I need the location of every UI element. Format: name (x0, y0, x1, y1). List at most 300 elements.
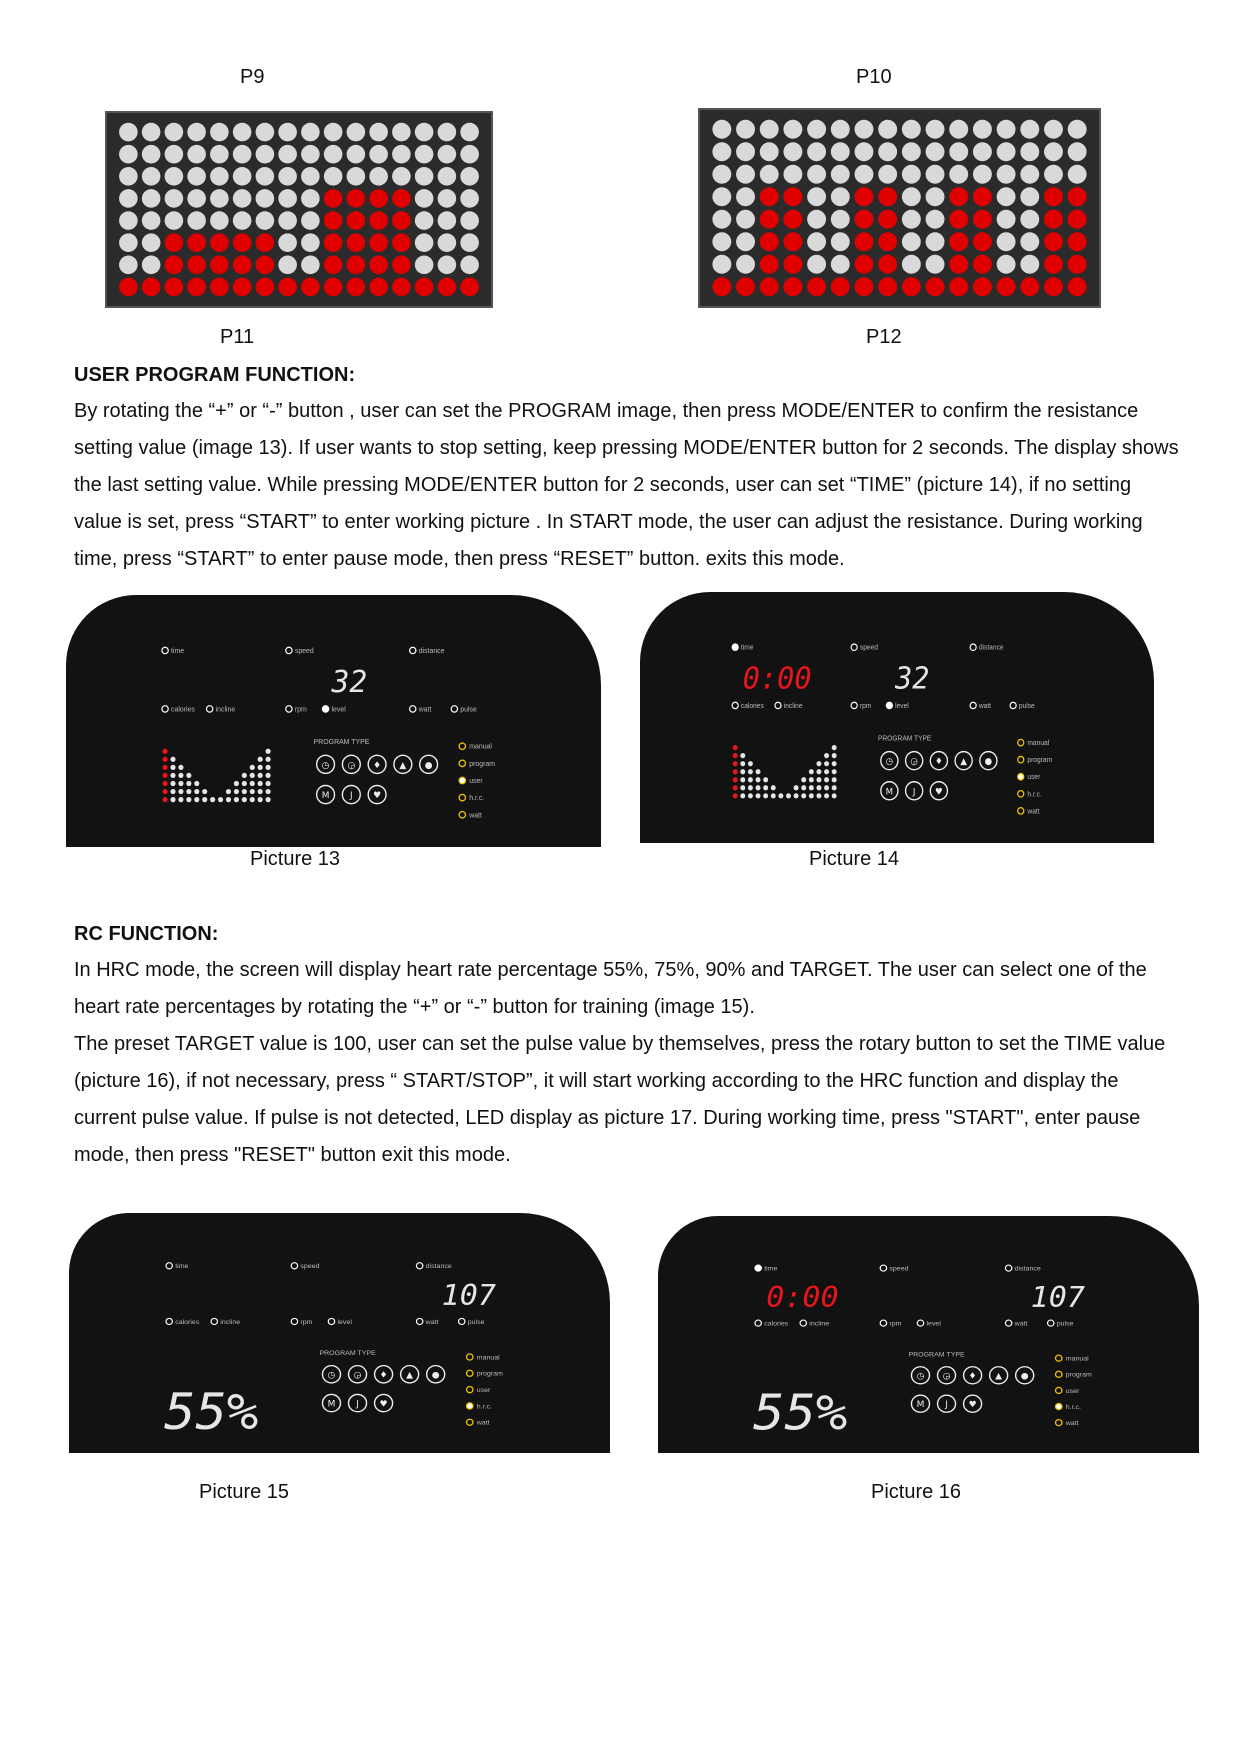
matrix-dot-off (415, 167, 434, 186)
distance-indicator (970, 644, 976, 650)
rpm-indicator (880, 1320, 886, 1326)
rpm-indicator (851, 702, 857, 708)
mode-2-label: user (476, 1387, 491, 1394)
matrix-dot-on (347, 233, 366, 252)
matrix-dot-off (460, 233, 479, 252)
program-type-label: PROGRAM TYPE (908, 1351, 965, 1359)
matrix-dot-on (165, 256, 184, 275)
distance-label: distance (978, 644, 1004, 652)
mode-2-indicator (1018, 774, 1024, 780)
matrix-dot-off (973, 142, 992, 161)
profile-dot (756, 777, 761, 782)
watt-indicator (1005, 1320, 1011, 1326)
matrix-dot-off (902, 255, 921, 274)
matrix-dot-on (973, 187, 992, 206)
rc-function-heading: RC FUNCTION: (74, 923, 219, 945)
rpm-indicator (291, 1318, 297, 1324)
label-p12: P12 (866, 326, 902, 348)
matrix-dot-off (902, 165, 921, 184)
profile-dot (740, 793, 745, 798)
matrix-dot-on (760, 232, 779, 251)
profile-dot (733, 793, 738, 798)
matrix-dot-off (278, 167, 297, 186)
distance-label: distance (425, 1263, 452, 1271)
console-picture-13 (66, 595, 601, 847)
matrix-dot-off (301, 233, 320, 252)
program-type-label: PROGRAM TYPE (313, 739, 370, 747)
matrix-dot-off (233, 145, 252, 164)
console-picture-16 (658, 1216, 1199, 1453)
speed-indicator (286, 647, 292, 653)
matrix-dot-off (712, 255, 731, 274)
incline-indicator (211, 1318, 217, 1324)
matrix-dot-off (301, 123, 320, 142)
calories-label: calories (740, 702, 764, 711)
profile-dot (832, 785, 837, 790)
time-readout: 0:00 (766, 1280, 839, 1314)
pulse-label: pulse (1018, 702, 1035, 711)
pulse-indicator (1010, 702, 1016, 708)
matrix-dot-off (997, 255, 1016, 274)
matrix-dot-off (460, 123, 479, 142)
profile-dot (234, 789, 239, 794)
matrix-dot-on (1044, 187, 1063, 206)
profile-dot (258, 757, 263, 762)
profile-dot (740, 785, 745, 790)
caption-picture-15: Picture 15 (199, 1481, 290, 1503)
matrix-dot-off (997, 165, 1016, 184)
profile-dot (832, 761, 837, 766)
profile-dot (178, 773, 183, 778)
matrix-dot-off (926, 165, 945, 184)
mode-4-indicator (1018, 808, 1024, 814)
program-icon-7-glyph: J (945, 1400, 948, 1410)
matrix-dot-off (256, 123, 275, 142)
program-icon-5-glyph: ● (424, 760, 433, 771)
program-icon-4-glyph: ▲ (406, 1370, 414, 1381)
program-icon-1-glyph: ◷ (885, 757, 894, 768)
calories-indicator (166, 1318, 172, 1324)
matrix-dot-off (1044, 142, 1063, 161)
matrix-dot-off (324, 145, 343, 164)
matrix-dot-off (831, 210, 850, 229)
matrix-dot-on (949, 232, 968, 251)
program-icon-7-glyph: J (356, 1399, 359, 1410)
calories-label: calories (764, 1320, 789, 1328)
pulse-readout: 107 (441, 1278, 496, 1313)
matrix-dot-off (712, 120, 731, 139)
time-indicator (166, 1263, 172, 1269)
time-indicator (755, 1265, 761, 1271)
profile-dot (801, 777, 806, 782)
profile-dot (194, 789, 199, 794)
hrc-percent-readout: 55% (753, 1383, 848, 1441)
matrix-dot-off (438, 233, 457, 252)
matrix-dot-off (165, 145, 184, 164)
matrix-dot-off (415, 123, 434, 142)
matrix-dot-off (142, 189, 161, 208)
matrix-dot-on (301, 278, 320, 297)
profile-dot (816, 777, 821, 782)
matrix-dot-on (392, 233, 411, 252)
matrix-dot-off (324, 167, 343, 186)
matrix-dot-on (807, 277, 826, 296)
profile-dot (824, 777, 829, 782)
pulse-indicator (459, 1318, 465, 1324)
matrix-dot-off (1068, 142, 1087, 161)
matrix-dot-off (783, 165, 802, 184)
matrix-dot-on (1020, 277, 1039, 296)
matrix-dot-on (210, 256, 229, 275)
matrix-dot-off (902, 232, 921, 251)
matrix-dot-off (165, 189, 184, 208)
profile-dot (824, 753, 829, 758)
profile-dot (740, 761, 745, 766)
profile-dot (733, 769, 738, 774)
profile-dot (162, 749, 167, 754)
matrix-dot-off (347, 145, 366, 164)
matrix-dot-off (1020, 255, 1039, 274)
profile-dot (771, 793, 776, 798)
level-indicator (917, 1320, 923, 1326)
console-screen (658, 1216, 1199, 1453)
matrix-dot-off (997, 187, 1016, 206)
matrix-dot-on (233, 233, 252, 252)
program-matrix-p9 (105, 111, 493, 308)
matrix-dot-on (1068, 255, 1087, 274)
matrix-dot-off (997, 232, 1016, 251)
mode-2-label: user (1065, 1387, 1080, 1395)
mode-1-label: program (1027, 757, 1053, 765)
matrix-dot-off (807, 120, 826, 139)
profile-dot (816, 785, 821, 790)
calories-indicator (755, 1320, 761, 1326)
matrix-dot-on (878, 232, 897, 251)
matrix-dot-on (855, 232, 874, 251)
profile-dot (832, 793, 837, 798)
matrix-dot-off (712, 187, 731, 206)
profile-dot (824, 769, 829, 774)
mode-2-indicator (459, 777, 465, 783)
profile-dot (748, 777, 753, 782)
rc-function-paragraph-1: In HRC mode, the screen will display heart rate percentage 55%, 75%, 90% and TARGET. The user can select one of the heart rate percentages by rotating the “+” or “-” button for training (image 15). (74, 959, 1147, 1018)
program-icon-2-glyph: ◶ (353, 1370, 362, 1381)
program-icon-8-glyph: ♥ (379, 1399, 388, 1410)
matrix-dot-off (256, 167, 275, 186)
matrix-dot-off (831, 120, 850, 139)
mode-0-label: manual (1027, 739, 1050, 748)
matrix-dot-off (301, 167, 320, 186)
matrix-dot-on (324, 233, 343, 252)
console-picture-15 (69, 1213, 610, 1453)
profile-dot (801, 785, 806, 790)
matrix-dot-on (392, 211, 411, 230)
matrix-dot-off (1020, 165, 1039, 184)
program-type-label: PROGRAM TYPE (319, 1350, 376, 1358)
profile-dot (733, 761, 738, 766)
speed-label: speed (300, 1263, 320, 1271)
program-icon-7-glyph: J (350, 791, 353, 802)
profile-dot (832, 753, 837, 758)
program-icon-8-glyph: ♥ (935, 787, 943, 798)
matrix-dot-off (438, 189, 457, 208)
matrix-dot-off (119, 167, 138, 186)
matrix-dot-off (949, 165, 968, 184)
mode-2-indicator (467, 1387, 473, 1393)
matrix-dot-off (415, 145, 434, 164)
matrix-dot-off (997, 120, 1016, 139)
matrix-dot-on (783, 232, 802, 251)
profile-dot (194, 781, 199, 786)
matrix-dot-on (210, 233, 229, 252)
profile-dot (170, 773, 175, 778)
matrix-dot-off (165, 123, 184, 142)
matrix-dot-on (187, 278, 206, 297)
matrix-dot-off (119, 211, 138, 230)
matrix-dot-off (119, 145, 138, 164)
profile-dot (178, 789, 183, 794)
matrix-dot-on (760, 277, 779, 296)
matrix-dot-off (760, 142, 779, 161)
matrix-dot-off (369, 123, 388, 142)
matrix-dot-on (878, 210, 897, 229)
matrix-dot-off (119, 256, 138, 275)
matrix-dot-on (369, 233, 388, 252)
matrix-dot-off (926, 120, 945, 139)
matrix-dot-off (460, 256, 479, 275)
matrix-dot-off (278, 123, 297, 142)
profile-dot (733, 785, 738, 790)
matrix-dot-off (165, 211, 184, 230)
matrix-dot-on (165, 278, 184, 297)
matrix-dot-off (1044, 120, 1063, 139)
matrix-dot-off (415, 256, 434, 275)
matrix-dot-off (415, 211, 434, 230)
profile-dot (809, 793, 814, 798)
matrix-dot-on (324, 278, 343, 297)
matrix-dot-off (142, 256, 161, 275)
level-label: level (926, 1320, 941, 1328)
matrix-dot-on (831, 277, 850, 296)
matrix-dot-on (187, 233, 206, 252)
profile-dot (740, 753, 745, 758)
matrix-dot-off (301, 211, 320, 230)
matrix-dot-on (233, 256, 252, 275)
matrix-dot-off (369, 145, 388, 164)
mode-3-label: h.r.c. (476, 1403, 492, 1411)
mode-3-indicator (467, 1403, 473, 1409)
profile-dot (266, 797, 271, 802)
profile-dot (763, 785, 768, 790)
level-indicator (328, 1318, 334, 1324)
matrix-dot-off (736, 142, 755, 161)
matrix-dot-off (347, 123, 366, 142)
matrix-dot-off (210, 189, 229, 208)
matrix-dot-off (997, 210, 1016, 229)
console-screen (69, 1213, 610, 1453)
profile-dot (250, 765, 255, 770)
matrix-dot-off (278, 145, 297, 164)
profile-dot (250, 781, 255, 786)
profile-dot (170, 789, 175, 794)
matrix-dot-on (347, 256, 366, 275)
matrix-dot-off (1020, 187, 1039, 206)
rpm-label: rpm (889, 1320, 902, 1328)
matrix-dot-on (233, 278, 252, 297)
caption-picture-13: Picture 13 (250, 848, 341, 870)
profile-dot (763, 793, 768, 798)
matrix-dot-off (831, 232, 850, 251)
profile-dot (258, 797, 263, 802)
program-icon-3-glyph: ♦ (373, 760, 382, 771)
matrix-dot-off (256, 145, 275, 164)
matrix-dot-on (949, 210, 968, 229)
matrix-dot-off (301, 145, 320, 164)
distance-indicator (416, 1263, 422, 1269)
matrix-dot-off (831, 187, 850, 206)
profile-dot (832, 769, 837, 774)
profile-dot (748, 761, 753, 766)
profile-dot (234, 797, 239, 802)
mode-1-indicator (459, 760, 465, 766)
profile-dot (809, 777, 814, 782)
matrix-dot-on (369, 189, 388, 208)
profile-dot (162, 797, 167, 802)
matrix-dot-on (347, 189, 366, 208)
matrix-dot-on (324, 211, 343, 230)
pulse-indicator (1048, 1320, 1054, 1326)
user-program-heading: USER PROGRAM FUNCTION: (74, 364, 356, 386)
mode-1-label: program (469, 760, 496, 768)
matrix-dot-off (712, 142, 731, 161)
matrix-dot-off (460, 211, 479, 230)
label-p10: P10 (856, 66, 892, 88)
matrix-dot-on (783, 210, 802, 229)
matrix-dot-on (1068, 210, 1087, 229)
matrix-dot-off (926, 255, 945, 274)
calories-indicator (732, 702, 738, 708)
matrix-dot-off (119, 233, 138, 252)
incline-indicator (206, 706, 212, 712)
program-icon-8-glyph: ♥ (968, 1400, 977, 1410)
profile-dot (242, 781, 247, 786)
rpm-label: rpm (859, 702, 872, 711)
pulse-indicator (451, 706, 457, 712)
matrix-dot-on (210, 278, 229, 297)
mode-1-label: program (476, 1370, 503, 1378)
profile-dot (748, 793, 753, 798)
profile-dot (162, 781, 167, 786)
matrix-dot-off (187, 123, 206, 142)
profile-dot (756, 769, 761, 774)
profile-dot (733, 745, 738, 750)
matrix-dot-on (392, 189, 411, 208)
matrix-dot-on (783, 255, 802, 274)
matrix-dot-off (902, 142, 921, 161)
matrix-dot-off (1020, 142, 1039, 161)
matrix-dot-off (142, 233, 161, 252)
mode-1-label: program (1065, 1371, 1092, 1379)
console-screen (640, 592, 1154, 843)
mode-3-label: h.r.c. (1027, 791, 1042, 799)
profile-dot (771, 785, 776, 790)
distance-label: distance (1014, 1265, 1041, 1273)
mode-3-label: h.r.c. (469, 795, 485, 803)
profile-dot (740, 769, 745, 774)
pulse-label: pulse (460, 706, 477, 714)
profile-dot (266, 757, 271, 762)
matrix-dot-on (1044, 232, 1063, 251)
time-label: time (764, 1265, 778, 1273)
speed-label: speed (889, 1265, 909, 1273)
incline-label: incline (783, 702, 803, 711)
matrix-dot-off (460, 145, 479, 164)
matrix-dot-off (807, 165, 826, 184)
incline-label: incline (215, 706, 236, 714)
hrc-percent-readout: 55% (164, 1383, 259, 1442)
profile-dot (832, 777, 837, 782)
profile-dot (778, 793, 783, 798)
matrix-dot-off (278, 256, 297, 275)
profile-dot (824, 793, 829, 798)
profile-dot (178, 765, 183, 770)
matrix-dot-on (712, 277, 731, 296)
matrix-dot-off (256, 211, 275, 230)
calories-label: calories (175, 1318, 200, 1326)
program-icon-2-glyph: ◶ (347, 760, 356, 771)
matrix-dot-on (949, 255, 968, 274)
matrix-dot-off (187, 211, 206, 230)
matrix-dot-off (142, 123, 161, 142)
program-icon-1-glyph: ◷ (327, 1370, 336, 1381)
profile-dot (170, 765, 175, 770)
program-icon-6-glyph: M (321, 791, 330, 802)
profile-dot (242, 789, 247, 794)
matrix-dot-off (233, 211, 252, 230)
watt-label: watt (978, 702, 992, 711)
profile-dot (170, 757, 175, 762)
program-icon-2-glyph: ◶ (910, 757, 918, 768)
profile-dot (266, 781, 271, 786)
matrix-dot-off (256, 189, 275, 208)
program-icon-5-glyph: ● (431, 1370, 440, 1381)
matrix-dot-on (369, 278, 388, 297)
matrix-dot-on (1044, 255, 1063, 274)
matrix-dot-off (878, 120, 897, 139)
matrix-dot-on (1044, 277, 1063, 296)
mode-3-indicator (459, 794, 465, 800)
matrix-dot-off (392, 145, 411, 164)
program-type-label: PROGRAM TYPE (877, 735, 932, 743)
matrix-dot-off (855, 120, 874, 139)
profile-dot (748, 769, 753, 774)
matrix-dot-on (783, 277, 802, 296)
matrix-dot-off (415, 233, 434, 252)
incline-indicator (775, 702, 781, 708)
matrix-dot-off (807, 210, 826, 229)
matrix-dot-on (1068, 232, 1087, 251)
mode-0-label: manual (476, 1354, 500, 1362)
matrix-dot-off (878, 165, 897, 184)
matrix-dot-on (1068, 277, 1087, 296)
matrix-dot-on (347, 211, 366, 230)
calories-label: calories (171, 706, 195, 714)
profile-dot (733, 777, 738, 782)
matrix-dot-off (278, 189, 297, 208)
profile-dot (816, 793, 821, 798)
profile-dot (748, 785, 753, 790)
matrix-dot-on (783, 187, 802, 206)
